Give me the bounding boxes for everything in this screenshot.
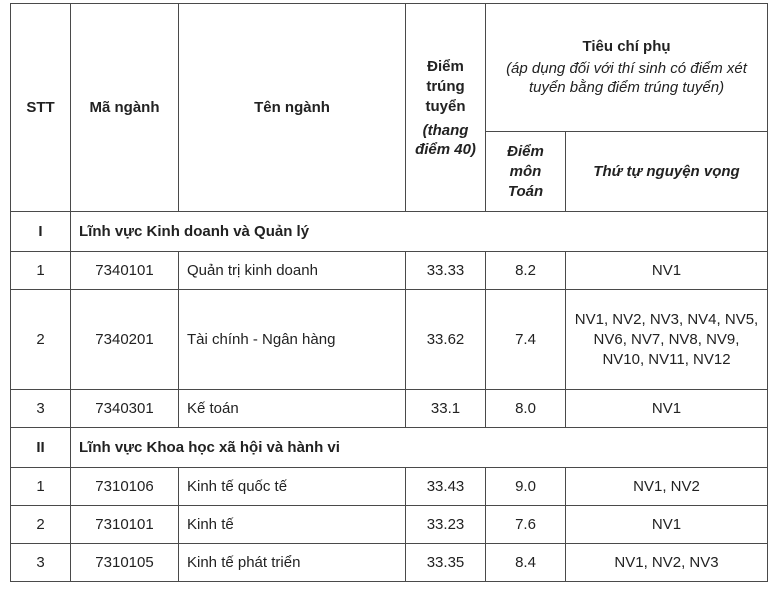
row-nguyen-vong: NV1 [566, 252, 768, 290]
row-math-score: 8.4 [486, 544, 566, 582]
section-index: I [11, 212, 71, 252]
row-name: Kinh tế [179, 506, 406, 544]
row-nguyen-vong: NV1, NV2, NV3, NV4, NV5, NV6, NV7, NV8, NV9, NV10, NV11, NV12 [566, 290, 768, 390]
header-ma-nganh: Mã ngành [71, 4, 179, 212]
table-row [11, 544, 768, 582]
header-thang-diem: (thang điểm 40) [415, 121, 476, 158]
row-math-score: 7.4 [486, 290, 566, 390]
row-nguyen-vong: NV1 [566, 390, 768, 428]
row-math-score: 8.2 [486, 252, 566, 290]
section-title: Lĩnh vực Kinh doanh và Quản lý [71, 212, 768, 252]
row-math-score: 9.0 [486, 468, 566, 506]
row-score: 33.1 [406, 390, 486, 428]
row-stt: 2 [11, 506, 71, 544]
row-score: 33.35 [406, 544, 486, 582]
row-code: 7310106 [71, 468, 179, 506]
row-code: 7340201 [71, 290, 179, 390]
table-row [11, 468, 768, 506]
row-nguyen-vong: NV1, NV2, NV3 [566, 544, 768, 582]
row-code: 7310105 [71, 544, 179, 582]
row-stt: 1 [11, 468, 71, 506]
row-name: Kinh tế quốc tế [179, 468, 406, 506]
row-nguyen-vong: NV1, NV2 [566, 468, 768, 506]
row-code: 7310101 [71, 506, 179, 544]
table-row [11, 390, 768, 428]
row-code: 7340301 [71, 390, 179, 428]
section-index: II [11, 428, 71, 468]
table-body [11, 212, 768, 582]
row-score: 33.62 [406, 290, 486, 390]
row-score: 33.23 [406, 506, 486, 544]
row-name: Kế toán [179, 390, 406, 428]
admission-scores-table [10, 3, 768, 582]
row-stt: 3 [11, 544, 71, 582]
table-row [11, 290, 768, 390]
header-tieu-chi-phu-label: Tiêu chí phụ [582, 38, 671, 55]
row-math-score: 7.6 [486, 506, 566, 544]
row-name: Kinh tế phát triển [179, 544, 406, 582]
header-stt: STT [11, 4, 71, 212]
table-row [11, 252, 768, 290]
row-score: 33.33 [406, 252, 486, 290]
row-name: Quản trị kinh doanh [179, 252, 406, 290]
row-score: 33.43 [406, 468, 486, 506]
header-tieu-chi-phu [486, 4, 768, 132]
section-row [11, 428, 768, 468]
header-diem-mon-toan: Điểm môn Toán [486, 132, 566, 212]
section-title: Lĩnh vực Khoa học xã hội và hành vi [71, 428, 768, 468]
table-row [11, 506, 768, 544]
row-name: Tài chính - Ngân hàng [179, 290, 406, 390]
section-row [11, 212, 768, 252]
header-ten-nganh: Tên ngành [179, 4, 406, 212]
row-stt: 3 [11, 390, 71, 428]
header-tieu-chi-phu-note: (áp dụng đối với thí sinh có điểm xét tuyển bằng điểm trúng tuyển) [506, 60, 747, 96]
row-code: 7340101 [71, 252, 179, 290]
header-thu-tu-nguyen-vong: Thứ tự nguyện vọng [566, 132, 768, 212]
row-stt: 2 [11, 290, 71, 390]
row-nguyen-vong: NV1 [566, 506, 768, 544]
header-diem-trung-tuyen-label: Điểm trúng tuyển [425, 57, 466, 115]
row-math-score: 8.0 [486, 390, 566, 428]
row-stt: 1 [11, 252, 71, 290]
header-diem-trung-tuyen [406, 4, 486, 212]
